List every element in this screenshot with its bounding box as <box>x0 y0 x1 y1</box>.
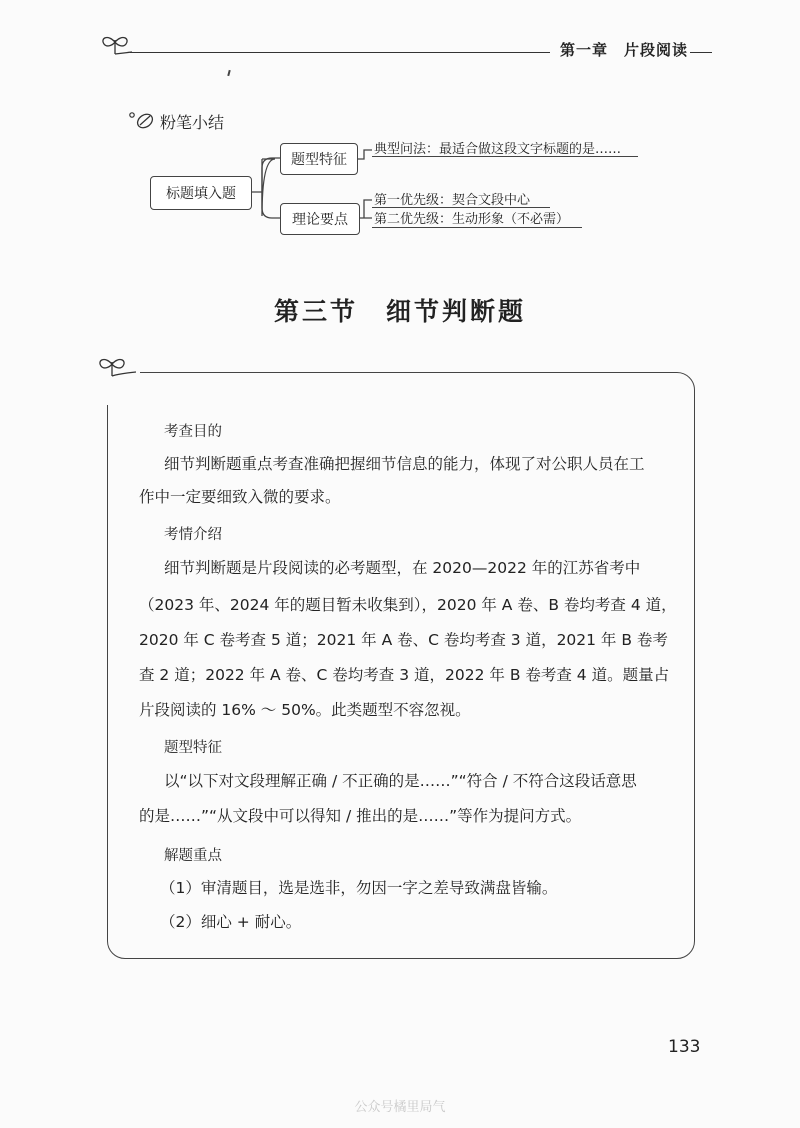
leaf-underline <box>372 227 582 228</box>
leaf-priority-1: 第一优先级：契合文段中心 <box>374 193 531 208</box>
branch-features-label: 题型特征 <box>291 152 347 168</box>
heading-key-points: 解题重点 <box>164 848 222 864</box>
paragraph-line: 2020 年 C 卷考查 5 道；2021 年 A 卷、C 卷均考查 3 道，2021 年 B 卷考 <box>139 631 668 649</box>
list-item: （1）审清题目，选是选非，勿因一字之差导致满盘皆输。 <box>160 879 558 897</box>
paragraph-line: 作中一定要细致入微的要求。 <box>139 488 341 506</box>
mindmap-root <box>150 176 252 210</box>
heading-exam-intro: 考情介绍 <box>164 527 222 543</box>
page-number: 133 <box>668 1037 701 1057</box>
sprout-ornament-icon <box>96 350 136 380</box>
paragraph-line: 细节判断题重点考查准确把握细节信息的能力，体现了对公职人员在工 <box>164 455 645 473</box>
heading-question-features: 题型特征 <box>164 740 222 756</box>
branch-theory-label: 理论要点 <box>292 212 348 228</box>
section-title: 第三节 细节判断题 <box>273 297 526 326</box>
list-item: （2）细心 + 耐心。 <box>160 913 302 931</box>
paragraph-line: 的是……”“从文段中可以得知 / 推出的是……”等作为提问方式。 <box>139 807 582 825</box>
watermark: 公众号橘里局气 <box>354 1100 446 1115</box>
paragraph-line: 片段阅读的 16% ～ 50%。此类题型不容忽视。 <box>139 701 471 719</box>
leaf-priority-2: 第二优先级：生动形象（不必需） <box>374 212 570 227</box>
chapter-title: 第一章 片段阅读 <box>560 41 689 59</box>
paragraph-line: （2023 年、2024 年的题目暂未收集到），2020 年 A 卷、B 卷均考查 4 道， <box>139 596 677 614</box>
mindmap-root-label: 标题填入题 <box>166 186 236 202</box>
leaf-underline <box>372 156 638 157</box>
summary-title: 粉笔小结 <box>160 113 225 132</box>
mindmap-branch-features <box>280 143 358 175</box>
paragraph-line: 查 2 道；2022 年 A 卷、C 卷均考查 3 道，2022 年 B 卷考查 4 道。题量占 <box>139 666 670 684</box>
leaf-typical-question: 典型问法：最适合做这段文字标题的是…… <box>374 142 622 157</box>
mindmap-branch-theory <box>280 203 360 235</box>
paragraph-line: 细节判断题是片段阅读的必考题型，在 2020—2022 年的江苏省考中 <box>164 559 641 577</box>
paragraph-line: 以“以下对文段理解正确 / 不正确的是……”“符合 / 不符合这段话意思 <box>164 772 637 790</box>
heading-purpose: 考查目的 <box>164 424 222 440</box>
